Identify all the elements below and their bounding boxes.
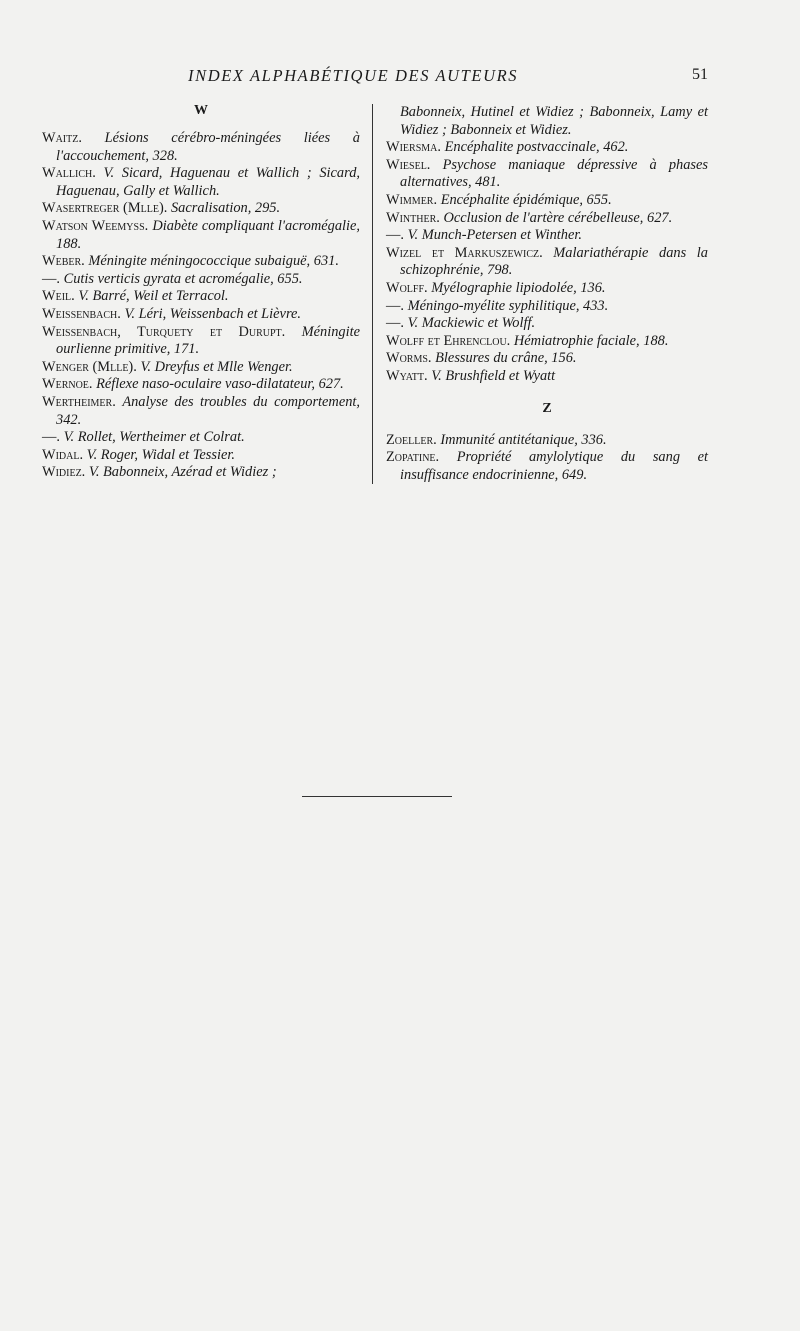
entry-text: Myélographie lipiodolée, 136.	[431, 279, 606, 296]
author-name: Zopatine.	[386, 449, 440, 466]
entry-text: Malariathérapie dans la schizophrénie, 798.	[400, 244, 708, 279]
author-name: Waitz.	[42, 130, 82, 146]
entry-text: Immunité antitétanique, 336.	[440, 431, 607, 448]
entry-text: V. Léri, Weissenbach et Lièvre.	[124, 305, 301, 322]
index-entry	[42, 288, 360, 306]
author-name: —.	[42, 270, 60, 287]
index-entry	[42, 130, 360, 165]
index-entry	[42, 359, 360, 377]
page-number: 51	[692, 66, 708, 83]
column-divider	[372, 104, 373, 484]
entry-text: Blessures du crâne, 156.	[435, 350, 577, 367]
section-letter-w: W	[194, 103, 208, 118]
entry-text: V. Babonneix, Azérad et Widiez ;	[88, 464, 277, 481]
author-name: Wiersma.	[386, 139, 441, 156]
end-rule	[302, 796, 452, 797]
index-entry	[386, 139, 708, 157]
running-title: INDEX ALPHABÉTIQUE DES AUTEURS	[188, 66, 519, 85]
author-name: Weil.	[42, 288, 75, 305]
entry-text: V. Dreyfus et Mlle Wenger.	[140, 358, 293, 375]
author-name: Wolff et Ehrenclou.	[386, 332, 511, 349]
index-entry	[386, 333, 708, 351]
author-name: —.	[386, 297, 404, 314]
index-entry	[42, 429, 360, 447]
entry-text: Diabète compliquant l'acromégalie, 188.	[56, 217, 360, 252]
index-entry	[386, 298, 708, 316]
continuation-entry: Babonneix, Hutinel et Widiez ; Babonneix, Lamy et Widiez ; Babonneix et Widiez.	[400, 104, 708, 138]
index-entry	[42, 165, 360, 200]
author-name: Wasertreger (Mlle).	[42, 200, 168, 217]
entry-text: Encéphalite postvaccinale, 462.	[444, 139, 629, 156]
author-name: Wolff.	[386, 279, 428, 296]
author-name: Weissenbach, Turquety et Durupt.	[42, 323, 286, 340]
index-entry	[386, 210, 708, 228]
index-entry	[42, 200, 360, 218]
author-name: Wernoe.	[42, 376, 93, 393]
entry-text: Analyse des troubles du comportement, 342.	[56, 393, 361, 428]
entry-text: Cutis verticis gyrata et acromégalie, 655.	[63, 270, 303, 287]
index-entry	[42, 376, 360, 394]
index-entry	[386, 245, 708, 280]
author-name: Wimmer.	[386, 191, 438, 208]
author-name: —.	[386, 315, 404, 332]
index-entry	[386, 432, 708, 450]
z-entry-list	[386, 432, 708, 485]
entry-text: Hémiatrophie faciale, 188.	[513, 332, 669, 349]
entry-text: Méningite méningococcique subaiguë, 631.	[88, 253, 339, 270]
author-name: Wenger (Mlle).	[42, 358, 137, 375]
left-column	[42, 102, 360, 482]
index-entry	[42, 253, 360, 271]
author-name: Winther.	[386, 209, 440, 226]
index-entry	[386, 350, 708, 368]
left-entry-list	[42, 130, 360, 482]
index-entry	[386, 368, 708, 386]
entry-text: V. Rollet, Wertheimer et Colrat.	[63, 429, 245, 446]
author-name: Widiez.	[42, 464, 86, 481]
author-name: Wallich.	[42, 165, 96, 182]
entry-text: V. Brushfield et Wyatt	[431, 367, 556, 384]
entry-text: Lésions cérébro-méningées liées à l'accouchement, 328.	[56, 130, 360, 164]
author-name: Weber.	[42, 253, 85, 270]
author-name: Weissenbach.	[42, 305, 121, 322]
author-name: Wiesel.	[386, 156, 431, 173]
index-entry	[386, 449, 708, 484]
entry-text: V. Mackiewic et Wolff.	[407, 315, 536, 332]
author-name: Watson Weemyss.	[42, 217, 149, 234]
entry-text: V. Roger, Widal et Tessier.	[86, 446, 235, 463]
index-entry	[386, 227, 708, 245]
author-name: —.	[386, 227, 404, 244]
entry-text: V. Munch-Petersen et Winther.	[407, 227, 582, 244]
index-entry	[386, 192, 708, 210]
right-column	[386, 104, 708, 484]
entry-text: Méningite ourlienne primitive, 171.	[56, 323, 360, 358]
entry-text: Propriété amylolytique du sang et insuffisance endocrinienne, 649.	[400, 449, 708, 483]
entry-text: Sacralisation, 295.	[170, 200, 281, 217]
index-entry	[42, 447, 360, 465]
author-name: Widal.	[42, 446, 84, 463]
index-entry	[42, 306, 360, 324]
entry-text: V. Sicard, Haguenau et Wallich ; Sicard, Haguenau, Gally et Wallich.	[56, 165, 360, 199]
section-letter-z: Z	[542, 400, 552, 416]
entry-text: Méningo-myélite syphilitique, 433.	[407, 297, 609, 314]
author-name: —.	[42, 429, 60, 446]
author-name: Wizel et Markuszewicz.	[386, 244, 543, 261]
entry-text: Psychose maniaque dépressive à phases alternatives, 481.	[400, 156, 708, 191]
entry-text: V. Barré, Weil et Terracol.	[78, 288, 229, 305]
index-entry	[42, 271, 360, 289]
page-header	[0, 66, 800, 88]
author-name: Zoeller.	[386, 431, 437, 448]
index-entry	[42, 324, 360, 359]
index-entry	[42, 218, 360, 253]
right-entry-list	[386, 139, 708, 385]
author-name: Wyatt.	[386, 367, 428, 384]
entry-text: Réflexe naso-oculaire vaso-dilatateur, 627.	[96, 376, 344, 393]
entry-text: Encéphalite épidémique, 655.	[440, 191, 612, 208]
entry-text: Occlusion de l'artère cérébelleuse, 627.	[443, 209, 673, 226]
index-entry	[386, 315, 708, 333]
author-name: Wertheimer.	[42, 393, 116, 410]
index-entry	[42, 464, 360, 482]
index-entry	[386, 280, 708, 298]
author-name: Worms.	[386, 350, 432, 367]
index-entry	[386, 157, 708, 192]
index-entry	[42, 394, 360, 429]
